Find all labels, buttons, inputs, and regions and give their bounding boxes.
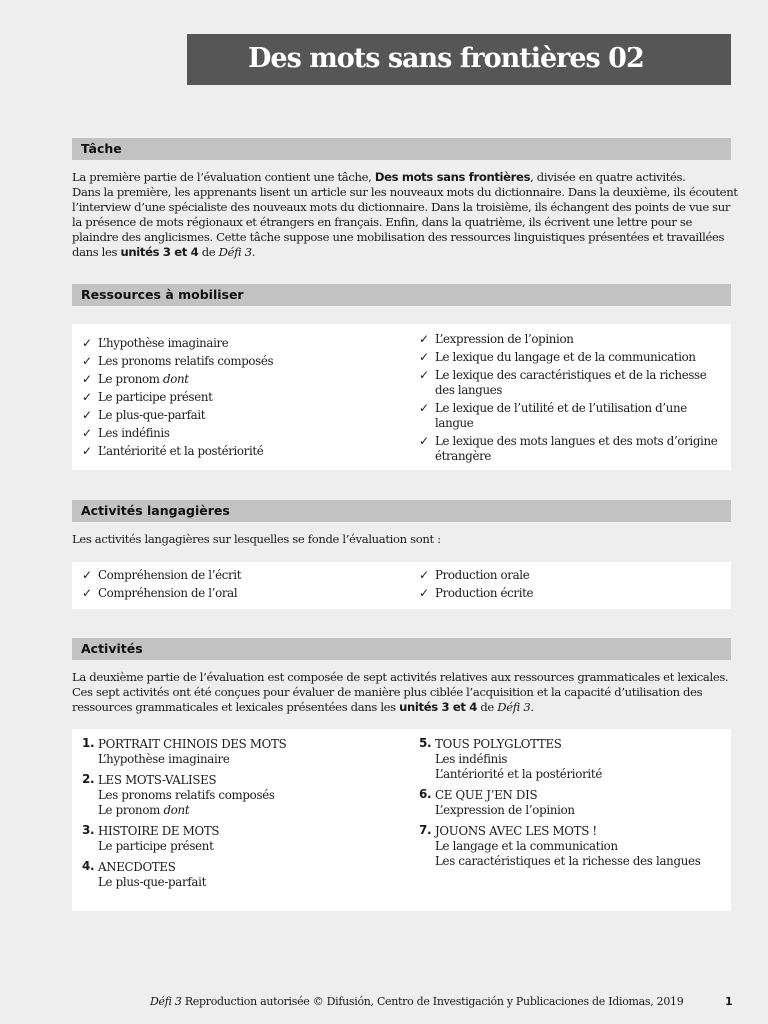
langagieres-right-list — [419, 568, 719, 601]
item-text: Le participe présent — [98, 390, 213, 404]
list-item — [419, 434, 719, 464]
item-text: Le plus-que-parfait — [98, 408, 206, 422]
copyright-notice — [150, 995, 683, 1008]
activity-title: JOUONS AVEC LES MOTS ! — [435, 824, 597, 838]
check-icon: ✓ — [419, 434, 429, 448]
list-item — [82, 372, 402, 387]
list-item — [82, 336, 402, 351]
activity-number: 2. — [82, 772, 95, 786]
tache-line-1 — [72, 170, 740, 185]
activity-resource: Le langage et la communication — [435, 839, 618, 853]
activity-title: ANECDOTES — [98, 860, 176, 874]
item-text: Le lexique des caractéristiques et de la richesse des langues — [435, 368, 707, 397]
item-text: Compréhension de l’oral — [98, 586, 238, 600]
check-icon: ✓ — [82, 444, 92, 458]
activity-number: 4. — [82, 859, 95, 873]
section-header-langagieres — [72, 500, 731, 522]
check-icon: ✓ — [82, 390, 92, 404]
activites-right-list — [409, 736, 729, 869]
ressources-box — [72, 324, 731, 470]
activity-number: 7. — [419, 823, 432, 837]
activity-resource: Les indéfinis — [435, 752, 508, 766]
check-icon: ✓ — [419, 368, 429, 382]
text-italic: dont — [163, 803, 190, 817]
item-text: Production orale — [435, 568, 530, 582]
text: . — [530, 700, 534, 714]
activity-resource: Les caractéristiques et la richesse des langues — [435, 854, 701, 868]
activity-title: CE QUE J’EN DIS — [435, 788, 538, 802]
item-text: Le pronom — [98, 372, 163, 386]
activites-left-list — [72, 736, 402, 890]
item-text: Production écrite — [435, 586, 534, 600]
activity-resource: L’hypothèse imaginaire — [98, 752, 230, 766]
item-text: Les pronoms relatifs composés — [98, 354, 274, 368]
section-header-tache — [72, 138, 731, 160]
activity-item — [72, 859, 402, 890]
check-icon: ✓ — [419, 568, 429, 582]
activity-item — [409, 787, 729, 818]
list-item — [419, 332, 719, 347]
list-item — [419, 350, 719, 365]
langagieres-intro — [72, 532, 740, 547]
activity-resource: L’antériorité et la postériorité — [435, 767, 603, 781]
item-text: Les indéfinis — [98, 426, 170, 440]
activity-resource: Le participe présent — [98, 839, 214, 853]
activity-item — [409, 736, 729, 782]
text: La deuxième partie de l’évaluation est composée de sept activités relatives aux ressources grammaticales et lexicales. Ces sept activités ont été conçues pour évaluer de manière plus ciblée l’acquisition et la capacité d’utilisation des ressources grammaticales et lexicales présentées dans les — [72, 670, 729, 714]
check-icon: ✓ — [419, 401, 429, 415]
check-icon: ✓ — [419, 350, 429, 364]
list-item — [82, 354, 402, 369]
activity-item — [72, 772, 402, 818]
text: . — [251, 245, 256, 259]
check-icon: ✓ — [82, 568, 92, 582]
task-name: Des mots sans frontières — [374, 170, 531, 184]
tache-paragraph — [72, 170, 740, 260]
intro-text — [72, 670, 740, 715]
list-item — [419, 401, 719, 431]
check-icon: ✓ — [82, 586, 92, 600]
section-header-ressources — [72, 284, 731, 306]
book-title: Défi 3 — [497, 700, 531, 714]
list-item — [82, 408, 402, 423]
page-title: Des mots sans frontières 02 — [248, 43, 644, 74]
text: de — [477, 700, 498, 714]
text: , divisée en quatre activités. — [530, 170, 686, 184]
item-text: L’hypothèse imaginaire — [98, 336, 229, 350]
units-ref: unités 3 et 4 — [120, 245, 199, 259]
list-item — [82, 426, 402, 441]
list-item — [419, 368, 719, 398]
langagieres-box — [72, 562, 731, 609]
item-text: Le lexique des mots langues et des mots d’origine étrangère — [435, 434, 718, 463]
title-banner — [187, 34, 731, 85]
activity-number: 1. — [82, 736, 95, 750]
activity-item — [72, 823, 402, 854]
text: Reproduction autorisée © Difusión, Centro de Investigación y Publicaciones de Idiomas, 2019 — [181, 995, 684, 1008]
activity-item — [409, 823, 729, 869]
activites-intro — [72, 670, 740, 715]
intro-text: Les activités langagières sur lesquelles se fonde l’évaluation sont : — [72, 532, 441, 546]
activity-resource: Les pronoms relatifs composés — [98, 788, 275, 802]
activity-title: PORTRAIT CHINOIS DES MOTS — [98, 737, 287, 751]
activity-title: LES MOTS-VALISES — [98, 773, 217, 787]
check-icon: ✓ — [82, 336, 92, 350]
section-header-activites — [72, 638, 731, 660]
item-text-italic: dont — [163, 372, 189, 386]
activity-item — [72, 736, 402, 767]
section-title: Activités langagières — [81, 503, 230, 518]
activity-resource: Le plus-que-parfait — [98, 875, 207, 889]
page-number: 1 — [725, 995, 733, 1008]
activity-number: 6. — [419, 787, 432, 801]
check-icon: ✓ — [82, 354, 92, 368]
units-ref: unités 3 et 4 — [399, 700, 478, 714]
ressources-left-list — [82, 336, 402, 459]
item-text: Le lexique de l’utilité et de l’utilisation d’une langue — [435, 401, 687, 430]
list-item — [419, 586, 719, 601]
text: La première partie de l’évaluation contient une tâche, — [72, 170, 375, 184]
section-title: Tâche — [81, 141, 122, 156]
check-icon: ✓ — [419, 332, 429, 346]
list-item — [82, 568, 402, 583]
item-text: L’expression de l’opinion — [435, 332, 574, 346]
langagieres-left-list — [82, 568, 402, 601]
item-text: Le lexique du langage et de la communication — [435, 350, 696, 364]
book-title: Défi 3 — [150, 995, 182, 1008]
text: Le pronom — [98, 803, 164, 817]
activity-resource — [98, 803, 402, 818]
check-icon: ✓ — [419, 586, 429, 600]
activity-number: 3. — [82, 823, 95, 837]
activity-title: TOUS POLYGLOTTES — [435, 737, 562, 751]
item-text: L’antériorité et la postériorité — [98, 444, 264, 458]
list-item — [82, 390, 402, 405]
activity-number: 5. — [419, 736, 432, 750]
item-text: Compréhension de l’écrit — [98, 568, 242, 582]
text: de — [198, 245, 219, 259]
check-icon: ✓ — [82, 408, 92, 422]
check-icon: ✓ — [82, 426, 92, 440]
check-icon: ✓ — [82, 372, 92, 386]
ressources-right-list — [419, 332, 719, 464]
activity-title: HISTOIRE DE MOTS — [98, 824, 220, 838]
list-item — [82, 586, 402, 601]
section-title: Ressources à mobiliser — [81, 287, 244, 302]
activity-resource: L’expression de l’opinion — [435, 803, 575, 817]
list-item — [82, 444, 402, 459]
text: Dans la première, les apprenants lisent un article sur les nouveaux mots du dictionnaire. Dans la deuxième, ils écoutent l’interview d’une spécialiste des nouveaux mots du dictionnaire. Dans la troisième, ils échangent des points de vue sur la présence de mots régionaux et étrangers en français. Enfin, dans la quatrième, ils écrivent une lettre pour se plaindre des anglicismes. Cette tâche suppose une mobilisation des ressources linguistiques présentées et travaillées dans les — [72, 185, 738, 259]
tache-line-2 — [72, 185, 740, 260]
book-title: Défi 3 — [218, 245, 252, 259]
activites-box — [72, 729, 731, 911]
section-title: Activités — [81, 641, 143, 656]
list-item — [419, 568, 719, 583]
